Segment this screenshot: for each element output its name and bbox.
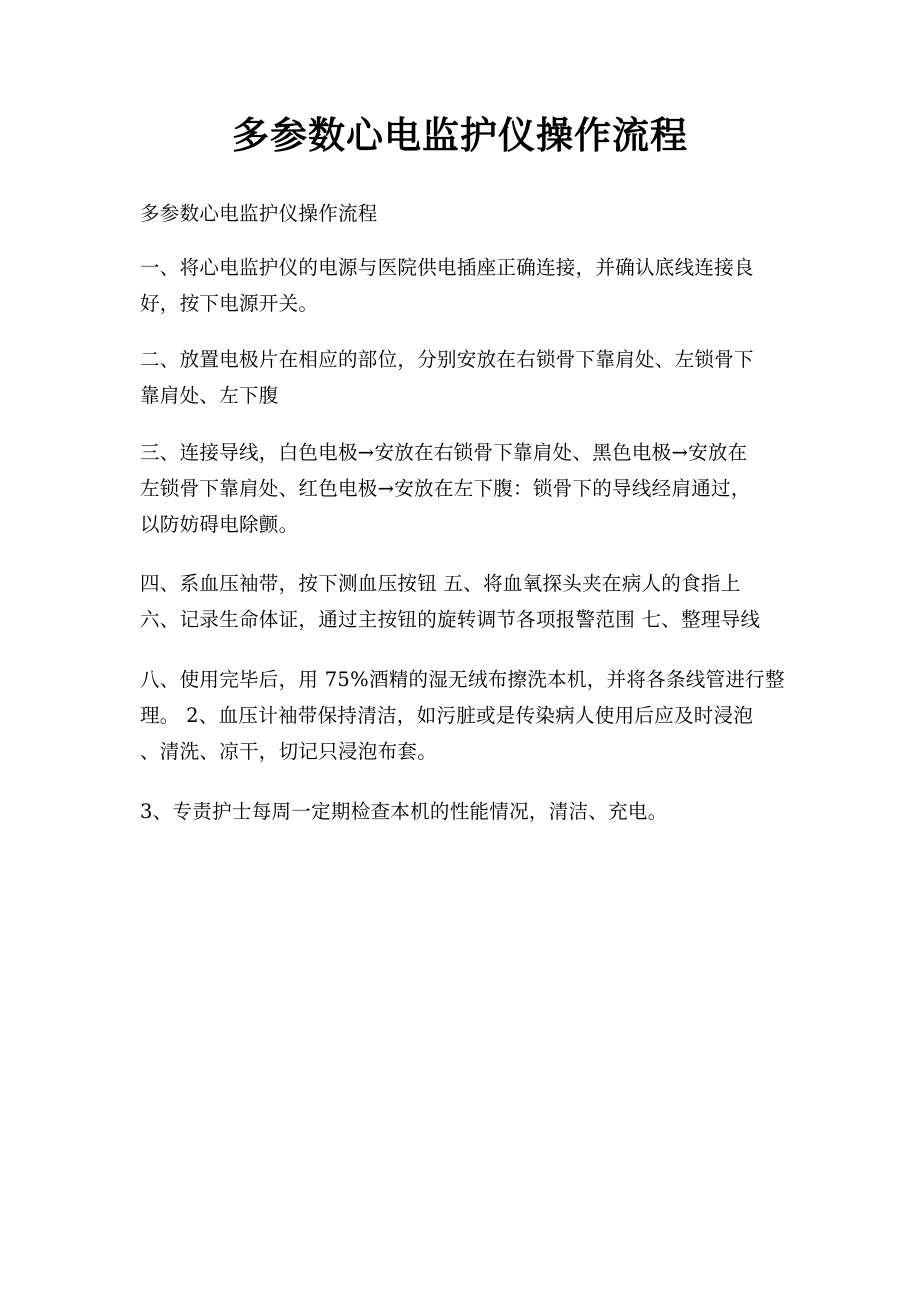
step-3-line-3: 以防妨碍电除颤。 (140, 513, 299, 536)
note-3-paragraph (140, 794, 784, 830)
step-4-paragraph (140, 566, 784, 638)
step-8-line-2: 理。 2、血压计袖带保持清洁，如污脏或是传染病人使用后应及时浸泡 (140, 704, 754, 727)
document-title: 多参数心电监护仪操作流程 (232, 113, 688, 157)
step-2-line-1: 二、放置电极片在相应的部位，分别安放在右锁骨下靠肩处、左锁骨下 (140, 348, 754, 371)
step-1-line-2: 好，按下电源开关。 (140, 292, 319, 315)
step-3-paragraph (140, 435, 784, 543)
step-2-line-2: 靠肩处、左下腹 (140, 384, 279, 407)
step-4-line-1: 四、系血压袖带，按下测血压按钮 五、将血氧探头夹在病人的食指上 (140, 572, 741, 595)
document-subtitle (140, 196, 784, 232)
step-8-line-1: 八、使用完毕后，用 75%酒精的湿无绒布擦洗本机，并将各条线管进行整 (140, 668, 785, 691)
step-1-paragraph (140, 250, 784, 322)
step-3-line-1: 三、连接导线，白色电极→安放在右锁骨下靠肩处、黑色电极→安放在 (140, 441, 748, 464)
step-2-paragraph (140, 342, 784, 414)
step-4-line-2: 六、记录生命体证，通过主按钮的旋转调节各项报警范围 七、整理导线 (140, 608, 761, 631)
step-3-line-2: 左锁骨下靠肩处、红色电极→安放在左下腹：锁骨下的导线经肩通过， (140, 477, 751, 500)
step-8-line-3: 、清洗、凉干，切记只浸泡布套。 (140, 740, 438, 763)
note-3-line-1: 3、专责护士每周一定期检查本机的性能情况，清洁、充电。 (140, 800, 668, 823)
step-8-paragraph (140, 662, 784, 770)
subtitle-line: 多参数心电监护仪操作流程 (140, 202, 378, 225)
step-1-line-1: 一、将心电监护仪的电源与医院供电插座正确连接，并确认底线连接良 (140, 256, 754, 279)
